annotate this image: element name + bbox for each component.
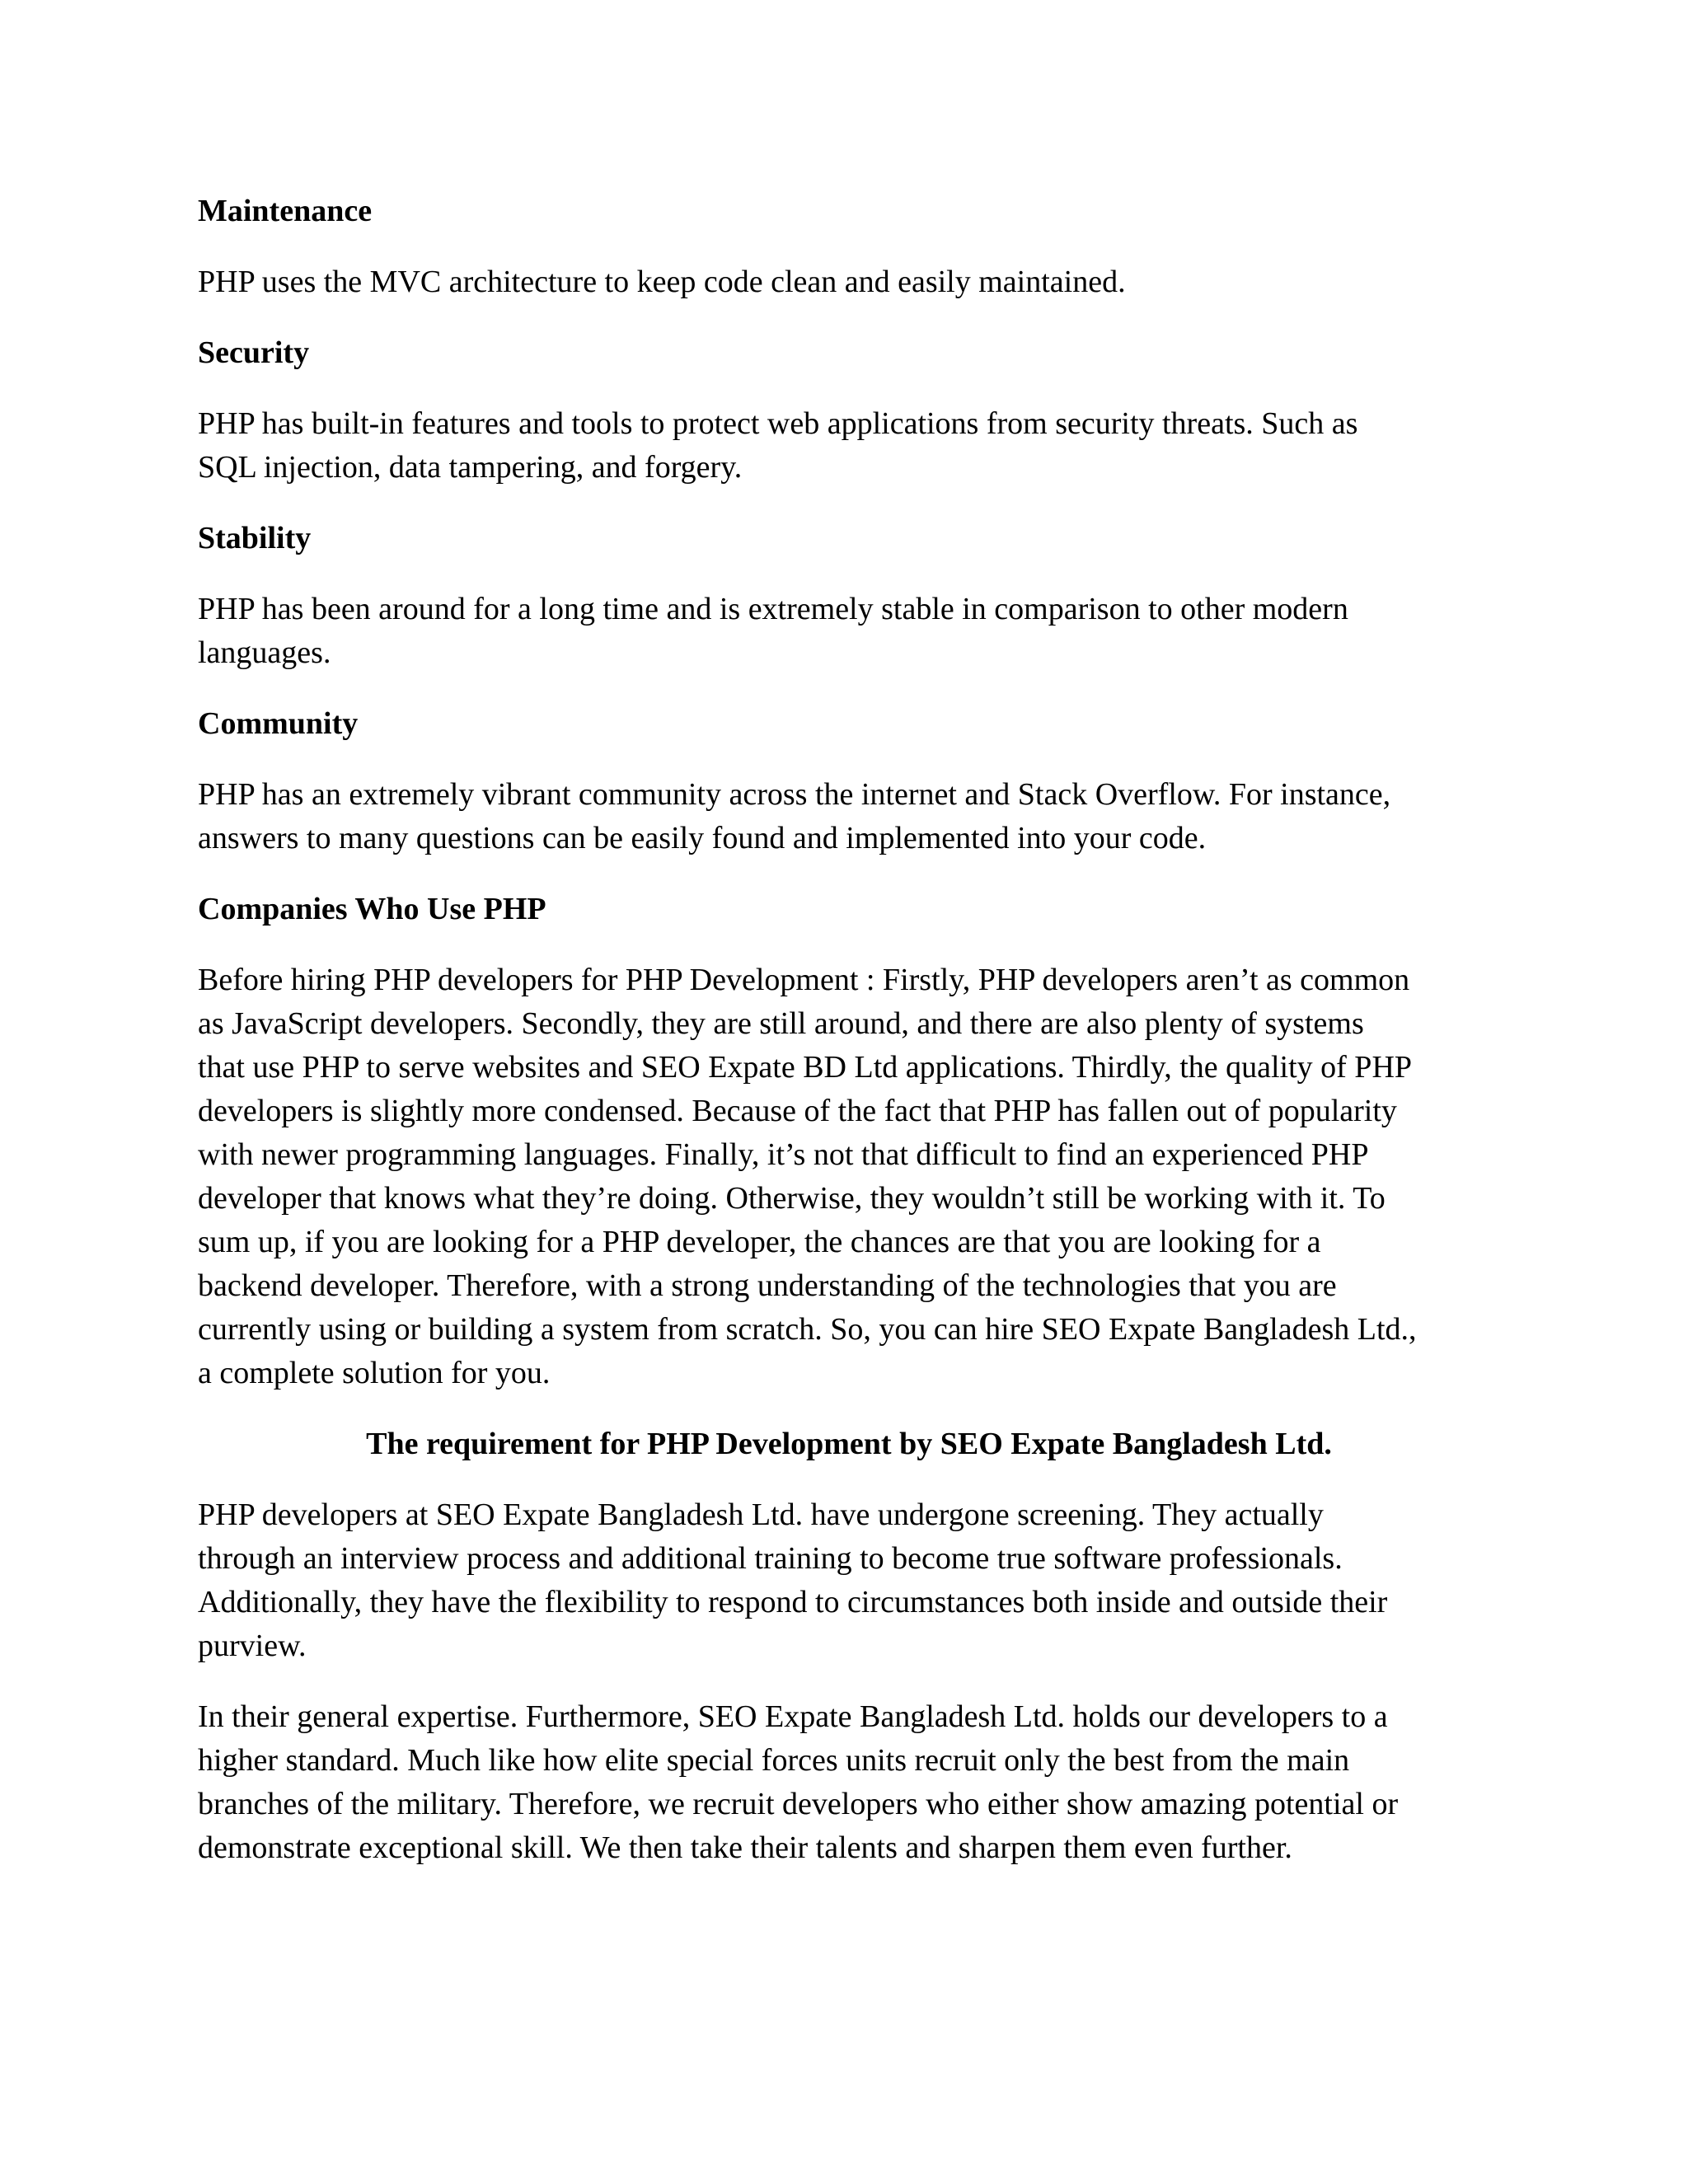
text-line: through an interview process and additional training to become true software professionals. [198, 1541, 1343, 1576]
text-line: PHP has built-in features and tools to protect web applications from security threats. Such as [198, 406, 1358, 441]
text-line: PHP uses the MVC architecture to keep code clean and easily maintained. [198, 265, 1126, 299]
heading-maintenance: Maintenance [198, 194, 373, 228]
text-line: backend developer. Therefore, with a strong understanding of the technologies that you are [198, 1268, 1337, 1303]
text-line: branches of the military. Therefore, we recruit developers who either show amazing potential or [198, 1787, 1399, 1821]
text-line: Before hiring PHP developers for PHP Development : Firstly, PHP developers aren’t as common [198, 963, 1410, 997]
document-body [198, 190, 1500, 1897]
paragraph-requirement-1 [198, 1493, 1500, 1668]
heading-community: Community [198, 706, 359, 741]
text-line: Additionally, they have the flexibility to respond to circumstances both inside and outside their [198, 1585, 1388, 1619]
text-line: SQL injection, data tampering, and forgery. [198, 450, 743, 485]
text-line: languages. [198, 635, 331, 670]
text-line: PHP developers at SEO Expate Bangladesh Ltd. have undergone screening. They actually [198, 1497, 1324, 1532]
text-line: developer that knows what they’re doing. Otherwise, they wouldn’t still be working with it. To [198, 1181, 1386, 1216]
paragraph-maintenance [198, 260, 1500, 304]
text-line: purview. [198, 1629, 307, 1663]
heading-requirement: The requirement for PHP Development by SEO Expate Bangladesh Ltd. [366, 1427, 1332, 1461]
heading-security: Security [198, 335, 310, 370]
text-line: demonstrate exceptional skill. We then take their talents and sharpen them even further. [198, 1830, 1292, 1865]
text-line: that use PHP to serve websites and SEO Expate BD Ltd applications. Thirdly, the quality of PHP [198, 1050, 1413, 1085]
text-line: developers is slightly more condensed. Because of the fact that PHP has fallen out of popularity [198, 1094, 1397, 1128]
text-line: currently using or building a system from scratch. So, you can hire SEO Expate Bangladesh Ltd., [198, 1312, 1417, 1347]
text-line: PHP has an extremely vibrant community across the internet and Stack Overflow. For instance, [198, 777, 1391, 812]
text-line: a complete solution for you. [198, 1356, 551, 1390]
paragraph-requirement-2 [198, 1695, 1500, 1870]
text-line: higher standard. Much like how elite special forces units recruit only the best from the main [198, 1743, 1350, 1778]
text-line: with newer programming languages. Finally, it’s not that difficult to find an experienced PHP [198, 1137, 1369, 1172]
text-line: as JavaScript developers. Secondly, they are still around, and there are also plenty of systems [198, 1006, 1364, 1041]
text-line: sum up, if you are looking for a PHP developer, the chances are that you are looking for a [198, 1225, 1321, 1259]
heading-companies: Companies Who Use PHP [198, 892, 546, 926]
paragraph-stability [198, 588, 1500, 675]
text-line: PHP has been around for a long time and is extremely stable in comparison to other modern [198, 592, 1348, 626]
text-line: In their general expertise. Furthermore, SEO Expate Bangladesh Ltd. holds our developers to a [198, 1699, 1388, 1734]
text-line: answers to many questions can be easily found and implemented into your code. [198, 821, 1207, 855]
heading-stability: Stability [198, 521, 312, 555]
paragraph-security [198, 402, 1500, 490]
paragraph-community [198, 773, 1500, 860]
paragraph-companies [198, 958, 1500, 1395]
